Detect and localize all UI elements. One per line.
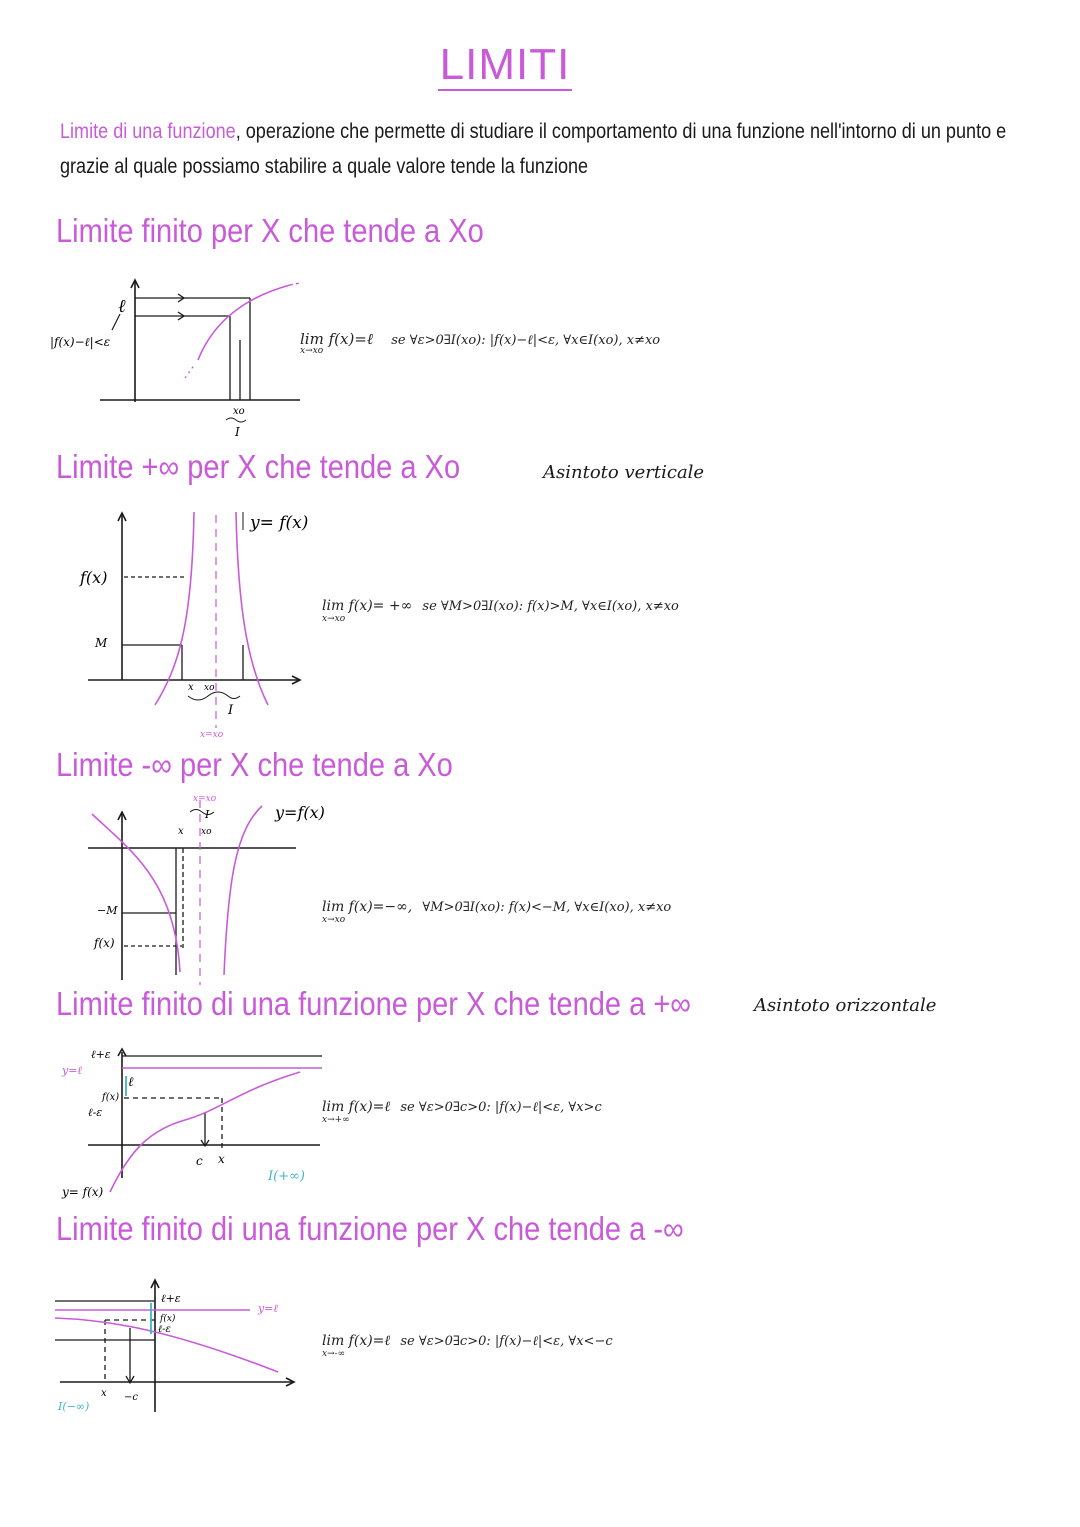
intro-text: , operazione che permette di studiare il comportamento di una funzione nell'intorno di un punto e grazie al quale possiamo stabilire a quale valore tende la funzione xyxy=(60,120,1007,178)
definition-finite-limit-minus-infinity xyxy=(322,1333,613,1359)
label-y: y= f(x) xyxy=(250,513,309,533)
def-main: lim f(x)=−∞, xyxy=(322,899,413,915)
label-y: y= f(x) xyxy=(62,1185,104,1199)
label-l-minus-eps: ℓ-ε xyxy=(88,1106,103,1119)
def-cond: se ∀M>0∃I(xo): f(x)>M, ∀x∈I(xo), x≠xo xyxy=(422,599,679,614)
label-xo: xo xyxy=(201,827,212,837)
label-l: ℓ xyxy=(128,1075,134,1090)
def-cond: se ∀ε>0∃c>0: |f(x)−ℓ|<ε, ∀x>c xyxy=(400,1100,602,1115)
def-main: lim f(x)=ℓ xyxy=(322,1333,391,1349)
label-asymptote: x=xo xyxy=(200,730,224,740)
intro-term: Limite di una funzione xyxy=(60,120,236,143)
heading-finite-limit-xo: Limite finito per X che tende a Xo xyxy=(56,212,484,249)
label-M: M xyxy=(95,636,108,650)
def-main: lim f(x)=ℓ xyxy=(300,330,374,348)
label-x: x xyxy=(188,682,194,693)
label-fx: f(x) xyxy=(160,1314,176,1324)
label-l: ℓ xyxy=(118,296,126,317)
label-asymptote: x=xo xyxy=(193,794,217,804)
label-xo: xo xyxy=(233,406,245,417)
label-fx: f(x) xyxy=(80,568,108,587)
def-main: lim f(x)=ℓ xyxy=(322,1099,391,1115)
label-x: x xyxy=(101,1388,107,1399)
note-horizontal-asymptote: Asintoto orizzontale xyxy=(754,995,937,1016)
label-inequality: |f(x)−ℓ|<ε xyxy=(50,335,111,349)
def-cond: ∀M>0∃I(xo): f(x)<−M, ∀x∈I(xo), x≠xo xyxy=(422,900,672,915)
def-cond: se ∀ε>0∃c>0: |f(x)−ℓ|<ε, ∀x<−c xyxy=(400,1334,613,1349)
def-main: lim f(x)= +∞ xyxy=(322,598,413,614)
label-xo: xo xyxy=(204,683,215,693)
label-l-plus-eps: ℓ+ε xyxy=(161,1292,181,1305)
label-l-minus-eps: ℓ-ε xyxy=(158,1324,171,1335)
def-sub: x→+∞ xyxy=(322,1115,350,1125)
label-x: x xyxy=(178,826,184,837)
def-sub: x→xo xyxy=(322,614,346,624)
label-I-plus-inf: I(+∞) xyxy=(268,1169,306,1184)
heading-finite-limit-plus-infinity: Limite finito di una funzione per X che tende a +∞ xyxy=(56,985,691,1022)
heading-minus-infinity-xo: Limite -∞ per X che tende a Xo xyxy=(56,746,453,783)
label-I: I xyxy=(235,425,240,439)
label-I: I xyxy=(205,808,210,821)
heading-finite-limit-minus-infinity: Limite finito di una funzione per X che tende a -∞ xyxy=(56,1210,684,1247)
heading-plus-infinity-xo: Limite +∞ per X che tende a Xo xyxy=(56,448,461,485)
def-sub: x→xo xyxy=(322,915,346,925)
label-fx: f(x) xyxy=(102,1092,120,1103)
label-y-l: y=ℓ xyxy=(258,1302,279,1315)
label-l-plus-eps: ℓ+ε xyxy=(91,1048,111,1061)
label-I: I xyxy=(228,703,234,718)
label-y-l: y=ℓ xyxy=(62,1064,83,1077)
def-sub: x→-∞ xyxy=(322,1349,346,1359)
label-c: c xyxy=(196,1154,203,1168)
label-I-minus-inf: I(−∞) xyxy=(58,1400,90,1413)
label-y: y=f(x) xyxy=(275,803,325,822)
label-x: x xyxy=(218,1152,225,1166)
page-title-text: LIMITI xyxy=(439,40,571,89)
label-c: −c xyxy=(124,1392,138,1403)
label-fx: f(x) xyxy=(94,936,115,950)
label-M: −M xyxy=(97,904,118,917)
note-vertical-asymptote: Asintoto verticale xyxy=(543,462,705,483)
def-sub: x→xo xyxy=(300,346,324,356)
def-cond: se ∀ε>0∃I(xo): |f(x)−ℓ|<ε, ∀x∈I(xo), x≠xo xyxy=(391,333,661,348)
